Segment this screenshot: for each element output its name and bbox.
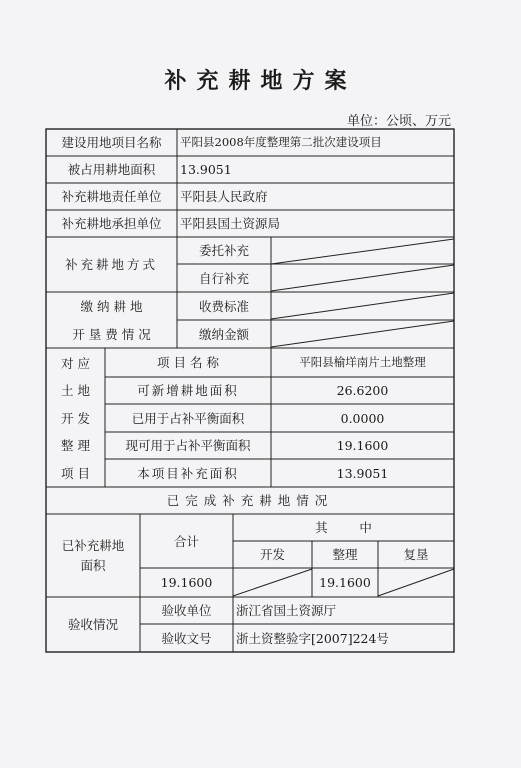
among-label: 其 中 (315, 520, 372, 535)
project-name-value: 平阳县2008年度整理第二批次建设项目 (180, 134, 382, 149)
total-value: 19.1600 (160, 575, 213, 590)
unit-note: 单位：公顷、万元 (346, 114, 451, 129)
acceptance-label: 验收情况 (67, 617, 118, 632)
occupied-area-value: 13.9051 (180, 162, 232, 177)
option-self: 自行补充 (198, 270, 249, 286)
project-name-label: 建设用地项目名称 (61, 135, 162, 150)
row-label: 本项目补充面积 (137, 465, 239, 481)
undertaking-unit-label: 补充耕地承担单位 (61, 216, 162, 231)
acceptance-doc-value: 浙土资整验字[2007]224号 (236, 630, 389, 646)
row-label: 现可用于占补平衡面积 (125, 438, 251, 453)
responsible-unit-value: 平阳县人民政府 (180, 189, 268, 204)
fee-label-line1: 缴 纳 耕 地 (80, 298, 143, 314)
side-label: 对 应 (61, 355, 90, 371)
completed-section-title: 已完成补充耕地情况 (166, 493, 334, 508)
side-label: 整 理 (61, 438, 90, 453)
acceptance-unit-label: 验收单位 (161, 603, 212, 618)
project-header-value: 平阳县榆垟南片土地整理 (299, 354, 426, 369)
col-consolidation: 整理 (332, 547, 358, 562)
side-label: 项 目 (61, 465, 90, 481)
fee-label-line2: 开 垦 费 情 况 (72, 326, 151, 342)
project-header-label: 项 目 名 称 (157, 355, 219, 370)
col-development: 开发 (259, 547, 285, 562)
row-value: 19.1600 (336, 438, 389, 453)
supplement-method-label: 补充耕地方式 (64, 257, 158, 272)
consolidation-value: 19.1600 (319, 575, 371, 590)
row-value: 13.9051 (336, 465, 389, 481)
row-value: 26.6200 (336, 383, 389, 398)
side-label: 开 发 (61, 410, 90, 426)
fee-standard-label: 收费标准 (198, 298, 249, 314)
acceptance-unit-value: 浙江省国土资源厅 (236, 603, 337, 618)
fee-amount-label: 缴纳金额 (198, 326, 249, 342)
acceptance-doc-label: 验收文号 (161, 630, 212, 646)
row-label: 可新增耕地面积 (137, 383, 239, 398)
option-entrust: 委托补充 (198, 243, 249, 258)
responsible-unit-label: 补充耕地责任单位 (61, 189, 162, 204)
area-label-line1: 已补充耕地 (61, 537, 125, 553)
undertaking-unit-value: 平阳县国土资源局 (180, 216, 281, 231)
area-label-line2: 面积 (80, 557, 106, 573)
side-label: 土 地 (61, 383, 90, 398)
row-value: 0.0000 (340, 410, 385, 426)
occupied-area-label: 被占用耕地面积 (67, 162, 156, 177)
col-reclamation: 复垦 (403, 547, 429, 562)
row-label: 已用于占补平衡面积 (131, 410, 245, 426)
total-label: 合计 (173, 533, 199, 549)
page-title: 补充耕地方案 (164, 68, 357, 94)
